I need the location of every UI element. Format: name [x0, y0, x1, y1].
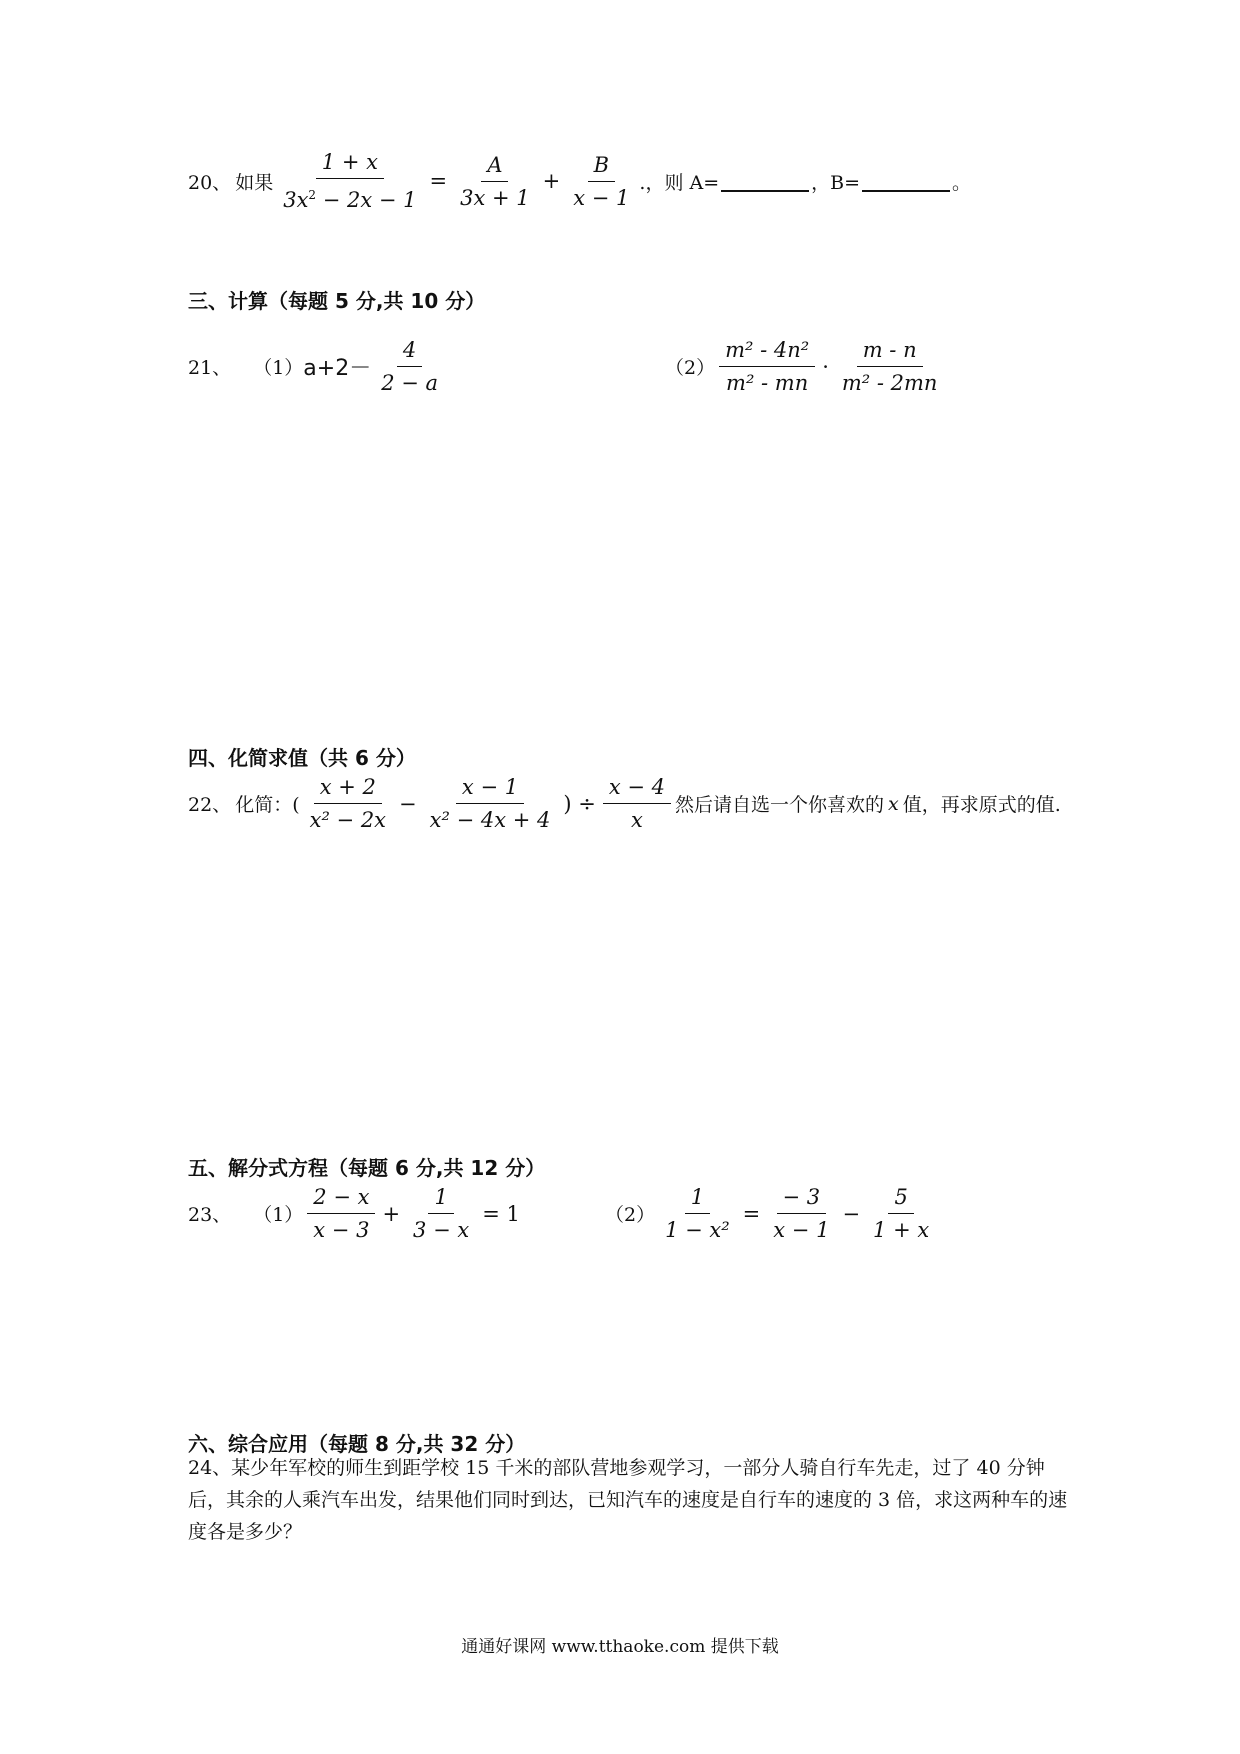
denominator: m² - mn: [726, 371, 809, 395]
part-label: （2）: [605, 1204, 656, 1226]
numerator: 1: [428, 1185, 453, 1214]
answer-blank-a[interactable]: [721, 170, 809, 192]
question-21-part-1: [188, 338, 448, 395]
denominator: 1 + x: [873, 1218, 930, 1242]
den-part: 3x: [283, 188, 309, 212]
question-number: 23、: [188, 1204, 232, 1226]
denominator: x − 3: [313, 1218, 370, 1242]
numerator: m² - 4n²: [719, 338, 815, 367]
section-3-heading: 三、计算（每题 5 分,共 10 分）: [188, 289, 486, 313]
denominator: x − 1: [573, 185, 630, 210]
numerator: B: [588, 153, 615, 182]
question-prefix: 如果: [235, 171, 274, 194]
question-21-part-2: [665, 338, 947, 395]
numerator: x − 4: [603, 775, 671, 804]
denominator: 2 − a: [381, 371, 439, 395]
fraction: [304, 775, 392, 832]
minus-sign: −: [399, 791, 417, 816]
part-label: （1）: [253, 357, 304, 379]
fraction: [767, 1185, 835, 1242]
numerator: 1 + x: [316, 150, 384, 179]
page-footer: 通通好课网 www.tthaoke.com 提供下载: [461, 1637, 779, 1657]
question-number: 21、: [188, 357, 232, 379]
question-text: 然后请自选一个你喜欢的: [675, 794, 885, 816]
fraction: [719, 338, 815, 395]
expression: a+2－: [303, 356, 372, 381]
fraction: [836, 338, 944, 395]
denominator: 1 − x²: [665, 1218, 730, 1242]
question-number: 22、: [188, 794, 232, 816]
numerator: A: [481, 153, 508, 182]
numerator: 5: [888, 1185, 913, 1214]
numerator: m - n: [857, 338, 923, 367]
fraction: [307, 1185, 375, 1242]
fraction: [424, 775, 557, 832]
divide-operator: ) ÷: [563, 791, 596, 816]
fraction: [659, 1185, 736, 1242]
equals-sign: =: [429, 169, 448, 193]
question-suffix: 。: [952, 171, 972, 194]
denominator: x − 1: [773, 1218, 830, 1242]
question-text: 值，再求原式的值.: [902, 794, 1061, 816]
denominator: 3x + 1: [460, 185, 530, 210]
numerator: x − 1: [456, 775, 524, 804]
section-6-heading: 六、综合应用（每题 8 分,共 32 分）: [188, 1432, 526, 1456]
question-suffix: ，B=: [811, 171, 861, 194]
fraction: [867, 1185, 935, 1242]
question-22: [188, 775, 1061, 832]
plus-sign: +: [542, 169, 561, 193]
equals-sign: =: [742, 1201, 761, 1226]
numerator: 1: [685, 1185, 710, 1214]
part-label: （2）: [665, 357, 716, 379]
question-24: 24、某少年军校的师生到距学校 15 千米的部队营地参观学习，一部分人骑自行车先走，过了 40 分钟后，其余的人乘汽车出发，结果他们同时到达，已知汽车的速度是自行车的速度的 3 倍，求这两种车的速度各是多少？: [188, 1457, 1068, 1543]
equation-rhs: = 1: [482, 1201, 520, 1226]
minus-sign: −: [842, 1201, 861, 1226]
denominator: m² - 2mn: [841, 371, 938, 395]
question-prefix: 化简：(: [235, 794, 300, 816]
question-number: 20、: [188, 171, 232, 194]
den-part: − 2x − 1: [316, 188, 417, 212]
fraction: [375, 338, 444, 395]
plus-sign: +: [382, 1201, 401, 1226]
numerator: 4: [397, 338, 422, 367]
denominator: x² − 4x + 4: [429, 808, 551, 832]
question-23-part-2: [605, 1185, 939, 1242]
fraction-a: [454, 153, 536, 210]
fraction: [603, 775, 671, 832]
section-5-heading: 五、解分式方程（每题 6 分,共 12 分）: [188, 1156, 546, 1180]
section-4-heading: 四、化简求值（共 6 分）: [188, 746, 416, 770]
denominator: x² − 2x: [309, 808, 387, 832]
fraction-b: [567, 153, 635, 210]
dot-operator: ·: [822, 354, 829, 379]
denominator: 3 − x: [413, 1218, 470, 1242]
denominator: $3x^2 - 2x - 1$: [283, 188, 417, 212]
numerator: − 3: [777, 1185, 827, 1214]
fraction: [407, 1185, 475, 1242]
numerator: 2 − x: [307, 1185, 375, 1214]
fraction-lhs: [277, 150, 422, 212]
variable: x: [888, 792, 899, 815]
numerator: x + 2: [314, 775, 382, 804]
question-20: [188, 150, 971, 212]
answer-blank-b[interactable]: [862, 170, 950, 192]
denominator: x: [631, 808, 643, 832]
question-23-part-1: [188, 1185, 523, 1242]
part-label: （1）: [253, 1204, 304, 1226]
question-suffix: .，则 A=: [639, 171, 720, 194]
